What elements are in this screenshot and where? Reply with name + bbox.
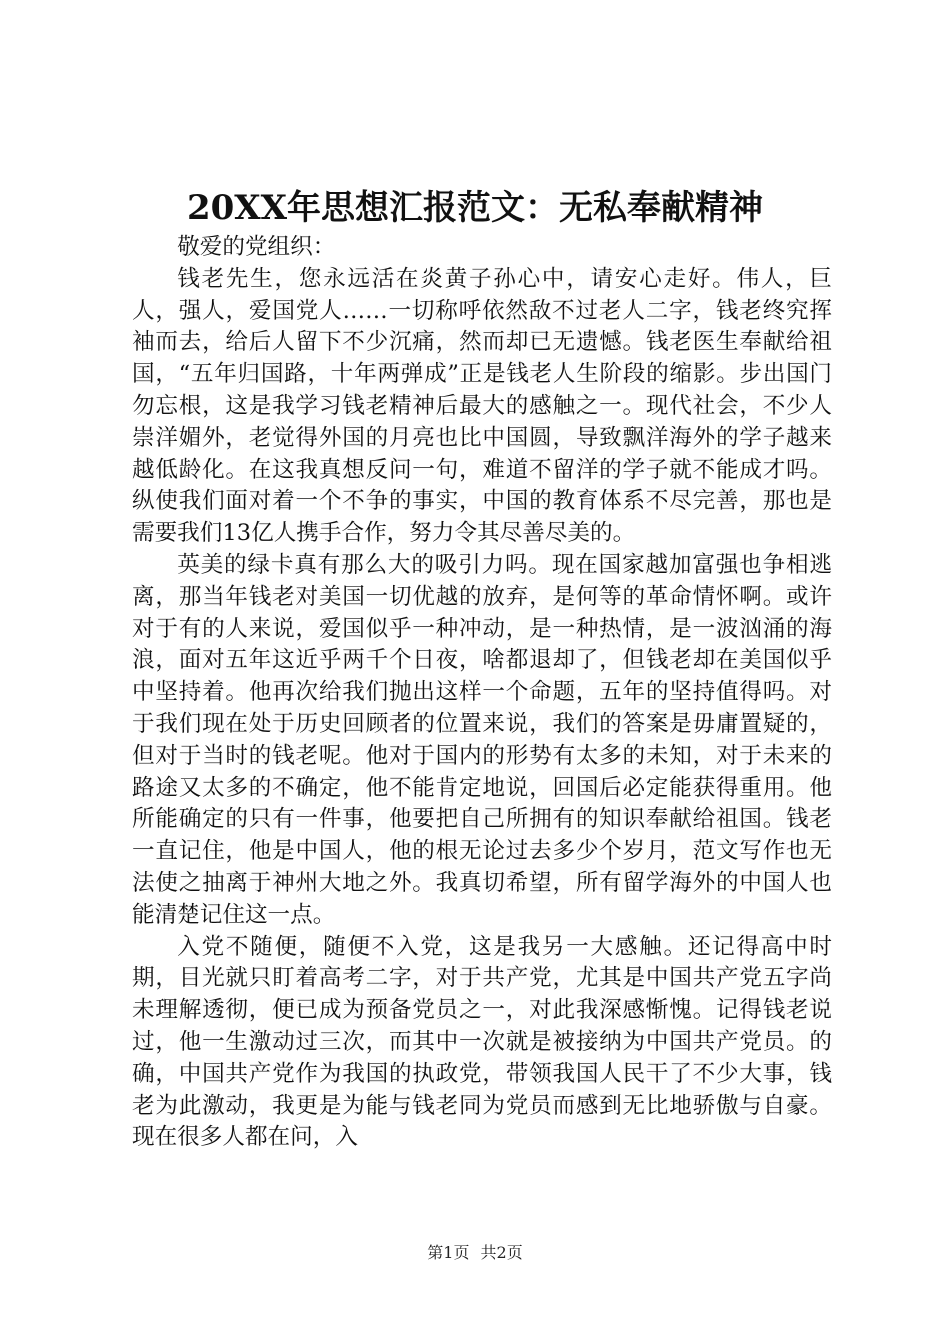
page-number: 第1页 xyxy=(427,1243,470,1262)
salutation: 敬爱的党组织： xyxy=(177,234,336,260)
page-footer xyxy=(0,1242,950,1264)
document-body xyxy=(132,232,832,1154)
paragraph-2: 英美的绿卡真有那么大的吸引力吗。现在国家越加富强也争相逃离，那当年钱老对美国一切优越的放弃，是何等的革命情怀啊。或许对于有的人来说，爱国似乎一种冲动，是一种热情，是一波汹涌的海浪，面对五年这近乎两千个日夜，啥都退却了，但钱老却在美国似乎中坚持着。他再次给我们抛出这样一个命题，五年的坚持值得吗。对于我们现在处于历史回顾者的位置来说，我们的答案是毋庸置疑的，但对于当时的钱老呢。他对于国内的形势有太多的未知，对于未来的路途又太多的不确定，他不能肯定地说，回国后必定能获得重用。他所能确定的只有一件事，他要把自己所拥有的知识奉献给祖国。钱老一直记住，他是中国人，他的根无论过去多少个岁月，范文写作也无法使之抽离于神州大地之外。我真切希望，所有留学海外的中国人也能清楚记住这一点。 xyxy=(132,551,832,928)
paragraph-3: 入党不随便，随便不入党，这是我另一大感触。还记得高中时期，目光就只盯着高考二字，对于共产党，尤其是中国共产党五字尚未理解透彻，便已成为预备党员之一，对此我深感惭愧。记得钱老说过，他一生激动过三次，而其中一次就是被接纳为中国共产党员。的确，中国共产党作为我国的执政党，带领我国人民干了不少大事，钱老为此激动，我更是为能与钱老同为党员而感到无比地骄傲与自豪。现在很多人都在问，入 xyxy=(132,933,832,1151)
paragraph-1: 钱老先生，您永远活在炎黄子孙心中，请安心走好。伟人，巨人，强人，爱国党人……一切称呼依然敌不过老人二字，钱老终究挥袖而去，给后人留下不少沉痛，然而却已无遗憾。钱老医生奉献给祖国，“五年归国路，十年两弹成”正是钱老人生阶段的缩影。步出国门勿忘根，这是我学习钱老精神后最大的感触之一。现代社会，不少人崇洋媚外，老觉得外国的月亮也比中国圆，导致飘洋海外的学子越来越低龄化。在这我真想反问一句，难道不留洋的学子就不能成才吗。纵使我们面对着一个不争的事实，中国的教育体系不尽完善，那也是需要我们13亿人携手合作，努力令其尽善尽美的。 xyxy=(132,265,832,547)
page-total: 共2页 xyxy=(480,1243,523,1262)
document-title: 20XX年思想汇报范文：无私奉献精神 xyxy=(186,188,764,228)
